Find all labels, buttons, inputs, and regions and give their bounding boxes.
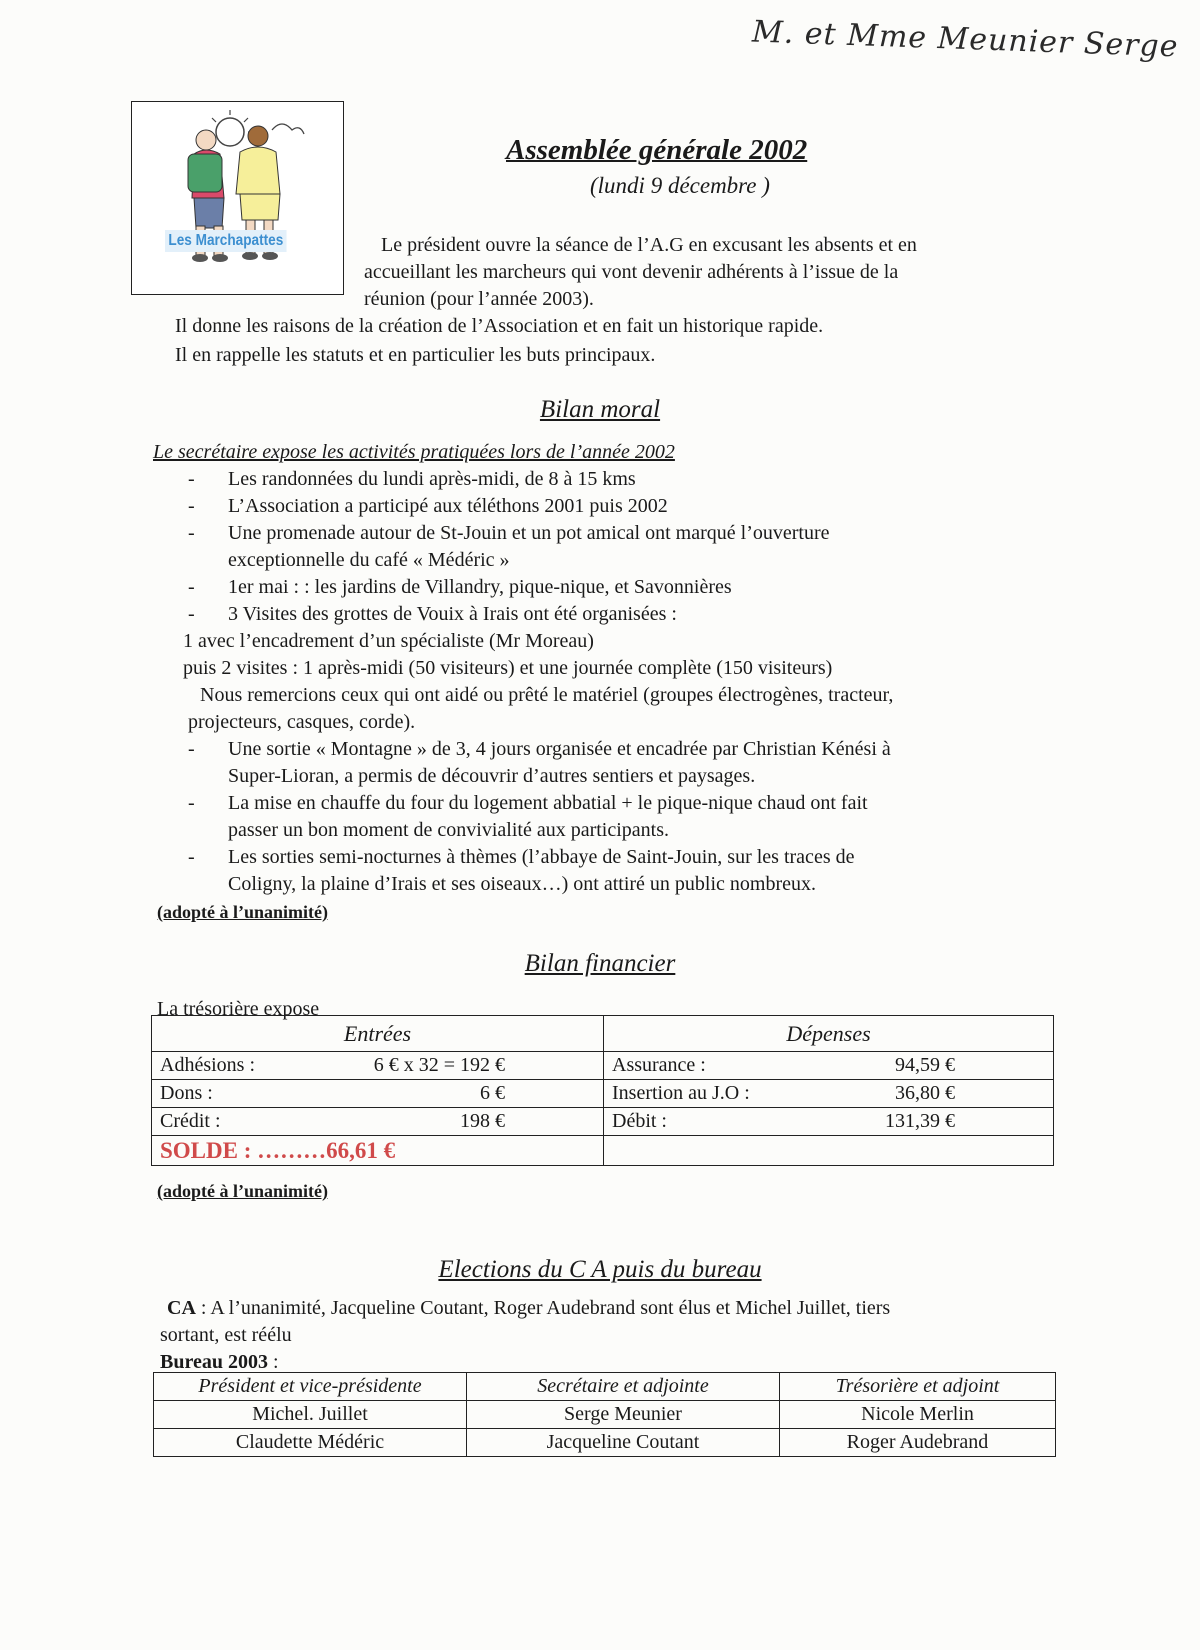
table-row — [154, 1401, 1056, 1429]
in-label: Crédit : — [160, 1110, 221, 1132]
in-value: 198 € — [460, 1110, 505, 1132]
table-row — [152, 1108, 1054, 1136]
bilan-financier-heading: Bilan financier — [524, 950, 676, 977]
table-cell: Jacqueline Coutant — [467, 1429, 780, 1457]
list-item-detail: 1 avec l’encadrement d’un spécialiste (Mr Moreau) — [183, 630, 594, 652]
out-label: Débit : — [612, 1110, 667, 1132]
intro-line-2: accueillant les marcheurs qui vont devenir adhérents à l’issue de la — [364, 261, 899, 283]
list-item: - Les randonnées du lundi après-midi, de 8 à 15 kms — [188, 468, 636, 490]
table-cell: Claudette Médéric — [154, 1429, 467, 1457]
intro-line-1: Le président ouvre la séance de l’A.G en excusant les absents et en — [381, 234, 917, 256]
list-item-continued: exceptionnelle du café « Médéric » — [228, 549, 510, 571]
out-value: 131,39 € — [885, 1110, 955, 1132]
list-item: - L’Association a participé aux téléthons 2001 puis 2002 — [188, 495, 668, 517]
logo-text: Les Marchapattes — [165, 230, 287, 252]
bureau-header-president: Président et vice-présidente — [154, 1373, 467, 1401]
ca-label: CA — [167, 1297, 196, 1319]
ca-text: : A l’unanimité, Jacqueline Coutant, Roger Audebrand sont élus et Michel Juillet, tiers — [195, 1297, 891, 1319]
page-title: Assemblée générale 2002 — [506, 134, 808, 166]
walkers-logo-icon — [132, 102, 343, 294]
in-label: Adhésions : — [160, 1054, 255, 1076]
intro-line-4: Il donne les raisons de la création de l’Association et en fait un historique rapide. — [175, 315, 824, 337]
bureau-table — [153, 1372, 1056, 1457]
handwritten-note: M. et Mme Meunier Serge — [751, 14, 1180, 65]
list-item-detail: puis 2 visites : 1 après-midi (50 visiteurs) et une journée complète (150 visiteurs) — [183, 657, 833, 679]
treasurer-intro: La trésorière expose — [157, 998, 320, 1020]
adopted-note: (adopté à l’unanimité) — [157, 902, 328, 922]
solde-value: SOLDE : ………66,61 € — [152, 1136, 604, 1166]
intro-line-3: réunion (pour l’année 2003). — [364, 288, 594, 310]
list-item-continued: Super-Lioran, a permis de découvrir d’autres sentiers et paysages. — [228, 765, 756, 787]
depenses-header: Dépenses — [604, 1016, 1054, 1052]
in-label: Dons : — [160, 1082, 213, 1104]
bilan-moral-heading: Bilan moral — [539, 396, 661, 423]
list-item: - 3 Visites des grottes de Vouix à Irais ont été organisées : — [188, 603, 677, 625]
empty-cell — [604, 1136, 1054, 1166]
list-item: - 1er mai : : les jardins de Villandry, pique-nique, et Savonnières — [188, 576, 732, 598]
out-value: 36,80 € — [895, 1082, 955, 1104]
logo-box — [131, 101, 344, 295]
list-item: - Une sortie « Montagne » de 3, 4 jours organisée et encadrée par Christian Kénési à — [188, 738, 891, 760]
intro-line-5: Il en rappelle les statuts et en particulier les buts principaux. — [175, 344, 656, 366]
table-cell: Serge Meunier — [467, 1401, 780, 1429]
table-cell: Roger Audebrand — [780, 1429, 1056, 1457]
page-subtitle: (lundi 9 décembre ) — [590, 173, 770, 198]
table-cell: Nicole Merlin — [780, 1401, 1056, 1429]
out-label: Insertion au J.O : — [612, 1082, 750, 1104]
bureau-label: Bureau 2003 — [160, 1351, 268, 1373]
table-row — [152, 1052, 1054, 1080]
in-value: 6 € x 32 = 192 € — [373, 1054, 505, 1076]
bilan-moral-intro: Le secrétaire expose les activités pratiquées lors de l’année 2002 — [153, 441, 675, 463]
out-value: 94,59 € — [895, 1054, 955, 1076]
list-item: - La mise en chauffe du four du logement abbatial + le pique-nique chaud ont fait — [188, 792, 868, 814]
finance-table — [151, 1015, 1054, 1166]
elections-heading: Elections du C A puis du bureau — [438, 1256, 762, 1283]
list-item: - Une promenade autour de St-Jouin et un pot amical ont marqué l’ouverture — [188, 522, 830, 544]
table-row — [154, 1429, 1056, 1457]
entrees-header: Entrées — [152, 1016, 604, 1052]
table-row — [152, 1080, 1054, 1108]
bureau-header-treasurer: Trésorière et adjoint — [780, 1373, 1056, 1401]
list-item-continued: Coligny, la plaine d’Irais et ses oiseaux…) ont attiré un public nombreux. — [228, 873, 817, 895]
bureau-header-secretary: Secrétaire et adjointe — [467, 1373, 780, 1401]
in-value: 6 € — [480, 1082, 505, 1104]
out-label: Assurance : — [612, 1054, 706, 1076]
thanks-line: projecteurs, casques, corde). — [188, 711, 416, 733]
bureau-suffix: : — [267, 1351, 279, 1373]
ca-line-1 — [167, 1294, 890, 1322]
list-item: - Les sorties semi-nocturnes à thèmes (l’abbaye de Saint-Jouin, sur les traces de — [188, 846, 855, 868]
adopted-note-finance: (adopté à l’unanimité) — [157, 1181, 328, 1201]
ca-line-2: sortant, est réélu — [160, 1324, 292, 1346]
list-item-continued: passer un bon moment de convivialité aux participants. — [228, 819, 669, 841]
table-cell: Michel. Juillet — [154, 1401, 467, 1429]
thanks-line: Nous remercions ceux qui ont aidé ou prêté le matériel (groupes électrogènes, tracteur, — [200, 684, 894, 706]
